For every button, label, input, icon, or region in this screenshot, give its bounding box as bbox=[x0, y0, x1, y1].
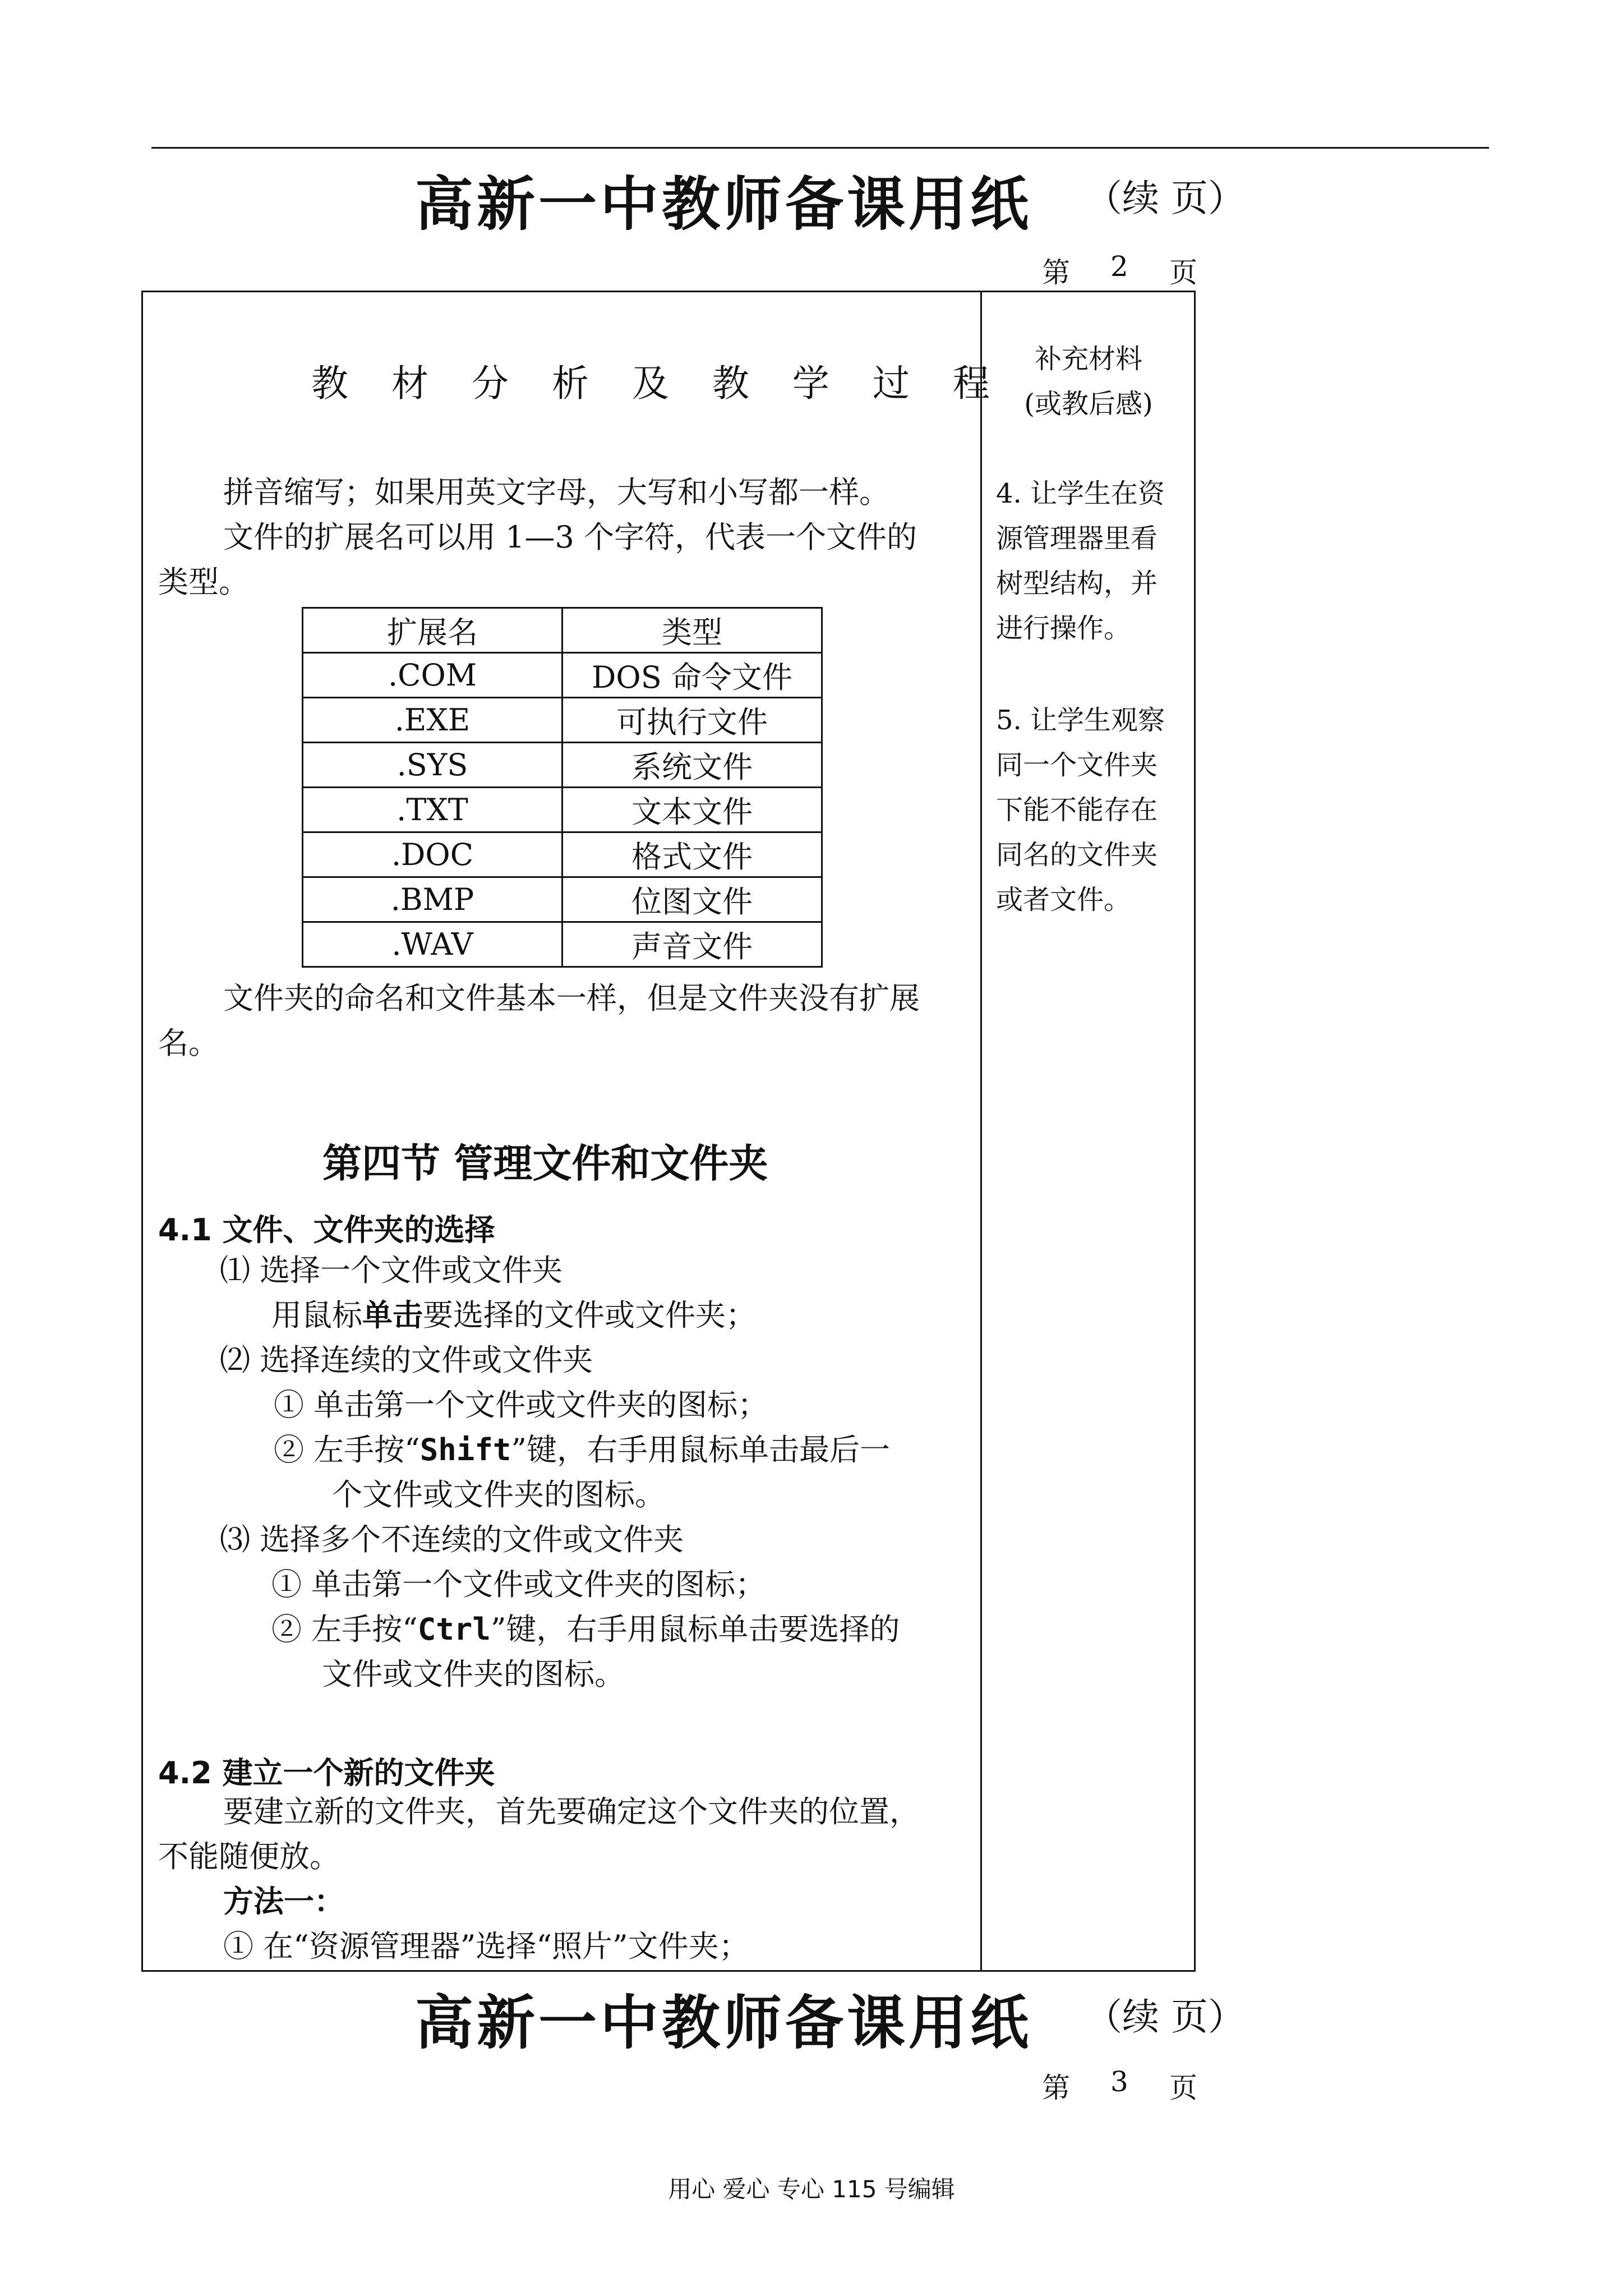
paragraph-3b: 名。 bbox=[158, 1025, 219, 1061]
table-cell: 位图文件 bbox=[562, 877, 822, 922]
method-one-label: 方法一： bbox=[223, 1884, 344, 1919]
item-4-1-3: ⑶ 选择多个不连续的文件或文件夹 bbox=[220, 1522, 684, 1557]
text-span: ② 左手按“ bbox=[271, 1612, 418, 1647]
side-note-4-line: 4. 让学生在资 bbox=[996, 478, 1165, 509]
table-row bbox=[303, 832, 822, 877]
header-title: 高新一中教师备课用纸 bbox=[415, 170, 1032, 238]
table-row bbox=[303, 922, 822, 967]
table-cell: .TXT bbox=[303, 788, 562, 832]
page-number: 3 bbox=[1110, 2065, 1128, 2098]
table-row bbox=[303, 877, 822, 922]
item-4-1-2a: ① 单击第一个文件或文件夹的图标； bbox=[274, 1387, 768, 1423]
page-header-1 bbox=[0, 157, 1623, 236]
table-row bbox=[303, 653, 822, 698]
text-span: 用鼠标 bbox=[271, 1297, 362, 1333]
item-4-1-2: ⑵ 选择连续的文件或文件夹 bbox=[220, 1342, 593, 1378]
item-4-1-2c: 个文件或文件夹的图标。 bbox=[332, 1477, 665, 1512]
subsection-4-1-title: 4.1 文件、文件夹的选择 bbox=[158, 1212, 495, 1248]
page-number: 2 bbox=[1110, 250, 1128, 283]
item-4-1-3a: ① 单击第一个文件或文件夹的图标； bbox=[271, 1567, 766, 1602]
key-span: Ctrl bbox=[417, 1612, 491, 1647]
table-cell: 可执行文件 bbox=[562, 698, 822, 743]
header-continued: （续 页） bbox=[1085, 1995, 1245, 2039]
paragraph-1: 拼音缩写；如果用英文字母，大写和小写都一样。 bbox=[223, 475, 889, 510]
key-span: Shift bbox=[419, 1432, 511, 1467]
table-cell: DOS 命令文件 bbox=[562, 653, 822, 698]
table-cell: .DOC bbox=[303, 832, 562, 877]
side-note-5-line: 或者文件。 bbox=[996, 884, 1131, 915]
side-heading-2: (或教后感) bbox=[1024, 388, 1153, 420]
side-note-4-line: 源管理器里看 bbox=[996, 523, 1158, 554]
page-label-di: 第 bbox=[1042, 256, 1070, 289]
main-heading: 教 材 分 析 及 教 学 过 程 bbox=[311, 362, 1006, 405]
paragraph-4-2b: 不能随便放。 bbox=[158, 1839, 340, 1874]
side-note-5-line: 5. 让学生观察 bbox=[996, 705, 1165, 736]
table-cell: .COM bbox=[303, 653, 562, 698]
table-cell: 文本文件 bbox=[562, 788, 822, 832]
top-rule bbox=[151, 147, 1489, 149]
table-row bbox=[303, 788, 822, 832]
column-divider bbox=[980, 291, 982, 1972]
table-row bbox=[303, 743, 822, 788]
extension-table bbox=[302, 607, 823, 968]
side-note-4-line: 进行操作。 bbox=[996, 613, 1131, 644]
text-span: ”键，右手用鼠标单击最后一 bbox=[511, 1432, 890, 1467]
table-header-cell: 类型 bbox=[562, 608, 822, 653]
bold-span: 单击 bbox=[362, 1297, 423, 1333]
header-title: 高新一中教师备课用纸 bbox=[415, 1989, 1032, 2057]
subsection-4-2-title: 4.2 建立一个新的文件夹 bbox=[158, 1755, 495, 1791]
paragraph-4-2a: 要建立新的文件夹，首先要确定这个文件夹的位置， bbox=[223, 1794, 920, 1829]
item-4-1-1: ⑴ 选择一个文件或文件夹 bbox=[220, 1253, 563, 1288]
page-label-ye: 页 bbox=[1169, 2072, 1197, 2104]
page-header-2 bbox=[0, 1976, 1623, 2057]
side-note-5-line: 下能不能存在 bbox=[996, 794, 1158, 826]
section-title: 第四节 管理文件和文件夹 bbox=[322, 1140, 768, 1186]
table-cell: .EXE bbox=[303, 698, 562, 743]
page-number-bottom bbox=[0, 2065, 1623, 2105]
table-cell: .SYS bbox=[303, 743, 562, 788]
item-4-1-3b bbox=[271, 1607, 900, 1652]
page-label-di: 第 bbox=[1042, 2072, 1070, 2104]
text-span: ② 左手按“ bbox=[274, 1432, 420, 1467]
method-one-step-1: ① 在“资源管理器”选择“照片”文件夹； bbox=[223, 1929, 749, 1964]
table-header-cell: 扩展名 bbox=[303, 608, 562, 653]
text-span: ”键，右手用鼠标单击要选择的 bbox=[490, 1612, 900, 1647]
table-cell: 格式文件 bbox=[562, 832, 822, 877]
table-cell: .WAV bbox=[303, 922, 562, 967]
table-cell: 声音文件 bbox=[562, 922, 822, 967]
page-footer: 用心 爱心 专心 115 号编辑 bbox=[668, 2175, 955, 2203]
table-header-row bbox=[303, 608, 822, 653]
table-row bbox=[303, 698, 822, 743]
side-heading-1: 补充材料 bbox=[1034, 343, 1142, 375]
page-number-top bbox=[0, 250, 1623, 289]
header-continued: （续 页） bbox=[1085, 177, 1245, 220]
table-cell: 系统文件 bbox=[562, 743, 822, 788]
side-note-5-line: 同一个文件夹 bbox=[996, 749, 1158, 781]
side-note-5-line: 同名的文件夹 bbox=[996, 839, 1158, 871]
text-span: 要选择的文件或文件夹； bbox=[423, 1297, 756, 1333]
paragraph-2b: 类型。 bbox=[158, 564, 249, 600]
item-4-1-2b bbox=[274, 1428, 890, 1473]
item-4-1-1a bbox=[271, 1293, 756, 1338]
paragraph-2a: 文件的扩展名可以用 1—3 个字符，代表一个文件的 bbox=[223, 519, 917, 555]
paragraph-3a: 文件夹的命名和文件基本一样，但是文件夹没有扩展 bbox=[223, 981, 920, 1016]
item-4-1-3c: 文件或文件夹的图标。 bbox=[322, 1657, 625, 1692]
table-cell: .BMP bbox=[303, 877, 562, 922]
page-label-ye: 页 bbox=[1169, 256, 1197, 289]
side-note-4-line: 树型结构，并 bbox=[996, 568, 1158, 599]
